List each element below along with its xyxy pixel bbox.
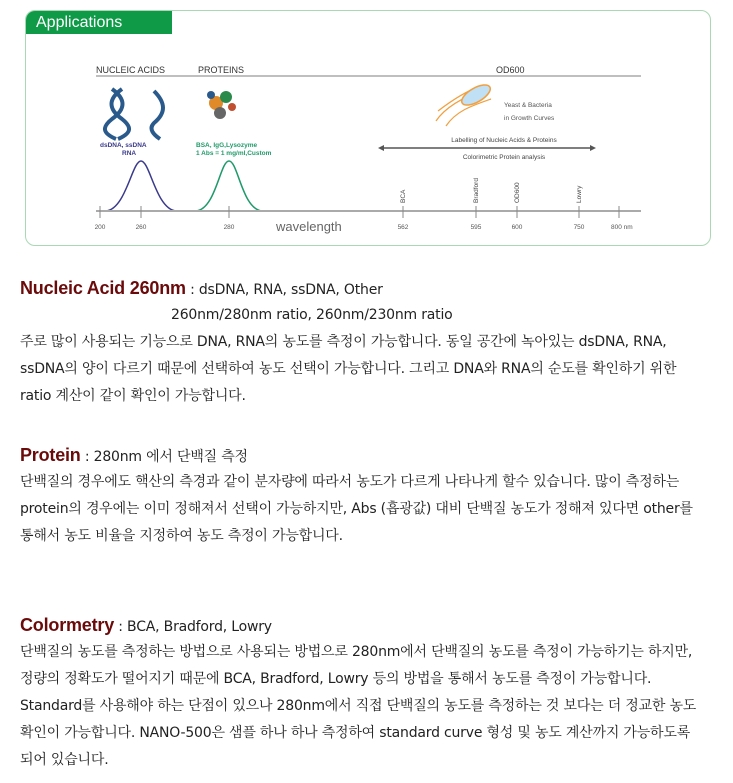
protein-peak-curve <box>196 161 262 211</box>
section-heading: Colormetry <box>20 615 115 635</box>
tick-label: 562 <box>397 224 409 231</box>
tick-label: 260 <box>135 224 147 231</box>
tick-label: 600 <box>511 224 523 231</box>
paragraph-line: 확인이 가능합니다. NANO-500은 샘플 하나 하나 측정하여 standard curve 형성 및 농도 계산까지 가능하도록 <box>20 725 691 741</box>
nucleic-label-2: RNA <box>122 150 137 157</box>
section-protein <box>20 442 693 550</box>
paragraph-line: 단백질의 농도를 측정하는 방법으로 사용되는 방법으로 280nm에서 단백질의 농도를 측정이 가능하기는 하지만, <box>20 644 693 660</box>
yeast-label-2: in Growth Curves <box>504 115 555 122</box>
method-label: BCA <box>400 189 407 203</box>
method-label: OD600 <box>514 182 521 203</box>
applications-figure <box>25 10 711 246</box>
tick-label: 595 <box>470 224 482 231</box>
paragraph-line: 정량의 정확도가 떨어지기 때문에 BCA, Bradford, Lowry 등의 방법을 통해서 농도를 측정이 가능합니다. <box>20 671 652 687</box>
arrow-label-bottom: Colorimetric Protein analysis <box>462 154 546 161</box>
nucleic-label: dsDNA, ssDNA <box>100 142 147 149</box>
protein-label-2: 1 Abs = 1 mg/ml,Custom <box>196 150 272 157</box>
paragraph-line: protein의 경우에는 이미 정해져서 선택이 가능하지만, Abs (흡광값) 대비 단백질 농도가 정해져 있다면 other를 <box>20 501 693 517</box>
category-proteins: PROTEINS <box>198 65 245 75</box>
paragraph-line: Standard를 사용해야 하는 단점이 있으나 280nm에서 직접 단백질의 농도를 측정하는 것 보다는 더 정교한 농도 <box>20 698 697 714</box>
bacteria-icon <box>436 81 493 126</box>
figure-title: Applications <box>26 11 172 34</box>
category-nucleic: NUCLEIC ACIDS <box>96 65 166 75</box>
protein-structure-icon <box>207 91 236 119</box>
section-subtitle: : BCA, Bradford, Lowry <box>114 619 272 635</box>
category-od600: OD600 <box>496 65 525 75</box>
wavelength-diagram <box>26 11 712 247</box>
section-colormetry <box>20 612 696 774</box>
paragraph-line: ssDNA의 양이 다르기 때문에 선택하여 농도 선택이 가능합니다. 그리고 DNA와 RNA의 순도를 확인하기 위한 <box>20 361 677 377</box>
paragraph-line: 단백질의 경우에도 핵산의 측경과 같이 분자량에 따라서 농도가 다르게 나타나게 할수 있습니다. 많이 측정하는 <box>20 474 680 490</box>
tick-label: 280 <box>223 224 235 231</box>
paragraph-line: 통해서 농도 비율을 지정하여 농도 측정이 가능합니다. <box>20 528 343 544</box>
dna-helix-icon <box>105 89 163 139</box>
method-label: Lowry <box>576 185 583 203</box>
tick-label: 750 <box>573 224 585 231</box>
tick-label: 800 nm <box>611 224 633 231</box>
protein-label: BSA, IgG,Lysozyme <box>196 142 258 149</box>
section-heading: Nucleic Acid 260nm <box>20 278 186 298</box>
tick-label: 200 <box>94 224 106 231</box>
section-nucleic-acid <box>20 275 676 410</box>
section-subtitle-2: 260nm/280nm ratio, 260nm/230nm ratio <box>171 307 453 323</box>
arrow-label-top: Labelling of Nucleic Acids & Proteins <box>451 137 557 144</box>
section-heading: Protein <box>20 445 81 465</box>
paragraph-line: 주로 많이 사용되는 기능으로 DNA, RNA의 농도를 측정이 가능합니다. 동일 공간에 녹아있는 dsDNA, RNA, <box>20 334 667 350</box>
section-subtitle: : 280nm 에서 단백질 측정 <box>80 449 248 465</box>
section-subtitle: : dsDNA, RNA, ssDNA, Other <box>185 282 383 298</box>
method-label: Bradford <box>473 178 480 203</box>
paragraph-line: 되어 있습니다. <box>20 752 109 768</box>
yeast-label: Yeast & Bacteria <box>504 102 552 109</box>
paragraph-line: ratio 계산이 같이 확인이 가능합니다. <box>20 388 246 404</box>
nucleic-peak-curve <box>106 161 176 211</box>
axis-label: wavelength <box>276 219 342 234</box>
